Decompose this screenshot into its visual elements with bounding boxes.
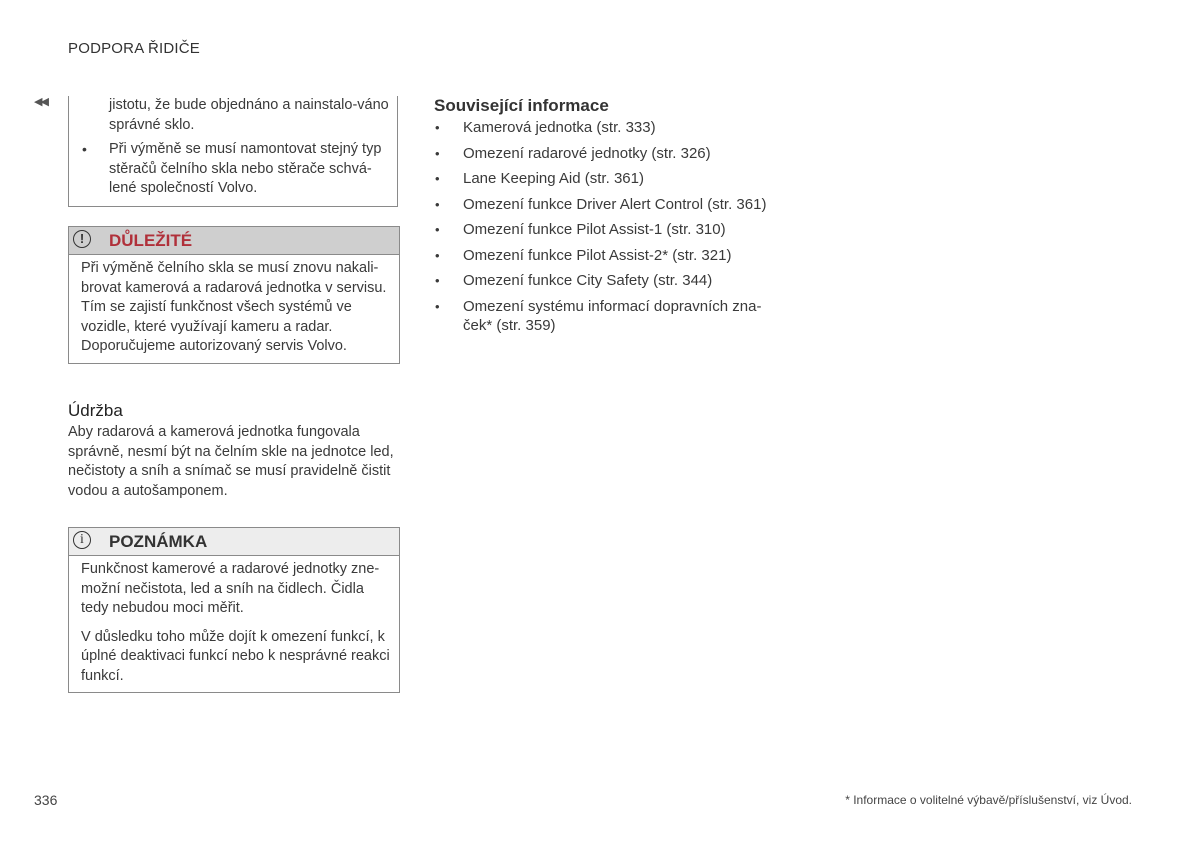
exclamation-icon: !: [73, 230, 91, 248]
note-box: [68, 527, 400, 693]
related-link-text: Omezení funkce City Safety (str. 344): [463, 272, 713, 289]
note-header: [69, 528, 399, 556]
footnote: * Informace o volitelné výbavě/příslušenství, viz Úvod.: [845, 793, 1132, 807]
related-link-text: Lane Keeping Aid (str. 361): [463, 170, 644, 187]
related-link-text: Omezení systému informací dopravních zna-ček* (str. 359): [463, 297, 762, 334]
bullet-icon: •: [435, 298, 440, 314]
important-header: [69, 227, 399, 255]
important-box: [68, 226, 400, 364]
related-link[interactable]: [434, 144, 774, 164]
note-paragraph: V důsledku toho může dojít k omezení funkcí, k úplné deaktivaci funkcí nebo k nesprávné reakci funkcí.: [81, 628, 390, 684]
important-label: DŮLEŽITÉ: [109, 231, 193, 250]
important-text: Při výměně čelního skla se musí znovu nakali-brovat kamerová a radarová jednotka v servisu. Tím se zajistí funkčnost všech systémů ve vozidle, které využívají kameru a radar. Doporučujeme autorizovaný servis Volvo.: [81, 260, 387, 354]
continued-content-box: [68, 96, 398, 207]
bullet-icon: •: [435, 171, 440, 186]
info-icon: i: [73, 531, 91, 549]
note-paragraph: Funkčnost kamerové a radarové jednotky zne-možní nečistota, led a sníh na čidlech. Čidla tedy nebudou moci měřit.: [81, 561, 380, 616]
bullet-icon: •: [435, 273, 440, 288]
maintenance-text: Aby radarová a kamerová jednotka fungovala správně, nesmí být na čelním skle na jednotce led, nečistoty a sníh a snímač se musí pravidelně čistit vodou a autošamponem.: [68, 424, 394, 499]
maintenance-heading: Údržba: [68, 401, 123, 420]
page-number: 336: [34, 792, 58, 808]
continued-text: jistotu, že bude objednáno a nainstalo-váno správné sklo.: [109, 97, 389, 133]
list-item-text: Při výměně se musí namontovat stejný typ stěračů čelního skla nebo stěrače schvá-lené společností Volvo.: [109, 141, 382, 196]
bullet-icon: •: [435, 120, 440, 135]
related-link-text: Omezení funkce Pilot Assist-2* (str. 321): [463, 246, 732, 264]
note-body: [69, 556, 399, 692]
related-link[interactable]: [434, 118, 774, 138]
related-info-heading: Související informace: [434, 96, 609, 115]
bullet-icon: •: [435, 247, 440, 263]
page-header-title: PODPORA ŘIDIČE: [68, 40, 200, 57]
bullet-icon: •: [435, 222, 440, 237]
note-label: POZNÁMKA: [109, 532, 208, 551]
bullet-icon: •: [435, 196, 440, 212]
bullet-icon: •: [435, 145, 440, 161]
continued-arrow-icon: ◀◀: [34, 96, 47, 108]
related-link-text: Omezení radarové jednotky (str. 326): [463, 144, 711, 162]
related-link[interactable]: [434, 246, 774, 266]
related-link[interactable]: [434, 220, 774, 240]
important-body: [69, 255, 399, 363]
related-link[interactable]: [434, 169, 774, 189]
related-link[interactable]: [434, 195, 774, 215]
related-link-text: Omezení funkce Pilot Assist-1 (str. 310): [463, 221, 726, 238]
related-link-text: Omezení funkce Driver Alert Control (str. 361): [463, 195, 767, 213]
related-link-text: Kamerová jednotka (str. 333): [463, 119, 656, 136]
related-info-list: [434, 118, 774, 342]
bullet-icon: •: [82, 141, 87, 157]
related-link[interactable]: [434, 271, 774, 291]
related-link[interactable]: [434, 297, 774, 336]
